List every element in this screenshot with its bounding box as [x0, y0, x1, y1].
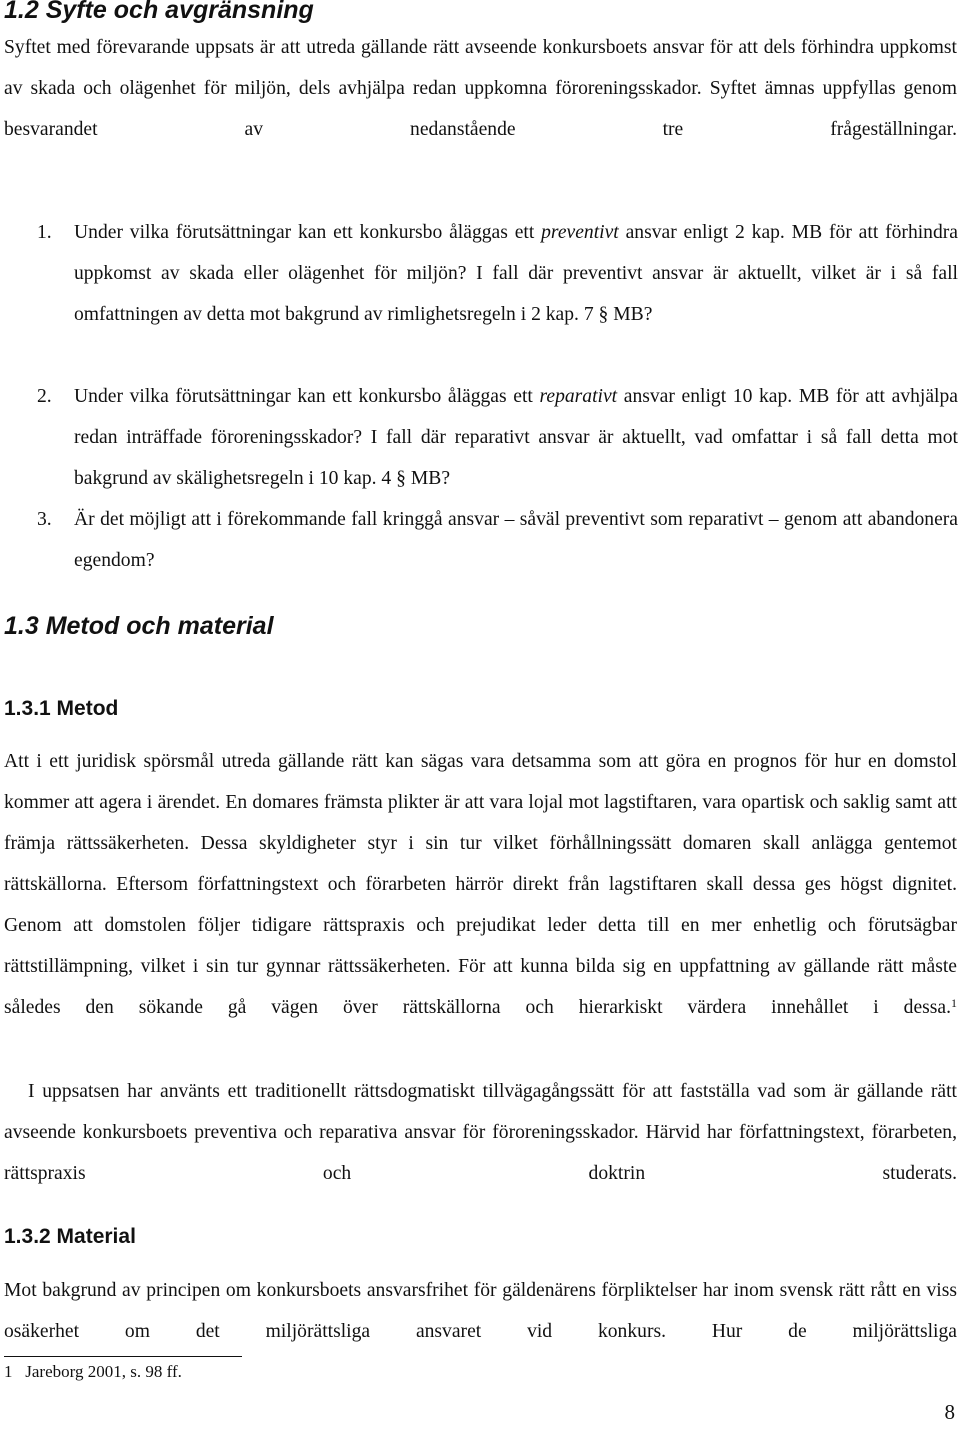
footnote-reference[interactable]: 1	[951, 996, 957, 1010]
list-number-1: 1.	[37, 222, 52, 243]
footnote-text: Jareborg 2001, s. 98 ff.	[25, 1362, 182, 1381]
question-2-text-a: Under vilka förutsättningar kan ett konkursbo åläggas ett	[74, 386, 540, 407]
method-paragraph-1	[4, 741, 957, 1069]
footnote-number: 1	[4, 1362, 13, 1381]
page-number: 8	[944, 1400, 955, 1424]
method-paragraph-2	[4, 1071, 957, 1235]
purpose-paragraph: Syftet med förevarande uppsats är att utreda gällande rätt avseende konkursboets ansvar för att dels förhindra uppkomst av skada och olägenhet för miljön, dels avhjälpa redan uppkomna föroreningsskador. Syftet ämnas uppfyllas genom besvarandet av nedanstående tre frågeställningar.	[4, 37, 957, 140]
method-paragraph-2-text: I uppsatsen har använts ett traditionellt rättsdogmatiskt tillvägagångssätt för att fastställa vad som är gällande rätt avseende konkursboets preventiva och reparativa ansvar för föroreningsskador. Härvid har författningstext, förarbeten, rättspraxis och doktrin studerats.	[4, 1081, 957, 1184]
question-3	[74, 499, 958, 581]
question-1-emphasis: preventivt	[541, 222, 619, 243]
question-2-text-b: ansvar enligt 10 kap. MB för att avhjälpa redan inträffade föroreningsskador? I fall där reparativt ansvar är aktuellt, vad omfattar i så fall detta mot bakgrund av skälighetsregeln i 10 kap. 4 § MB?	[74, 386, 958, 489]
section-heading-1-3-1: 1.3.1 Metod	[4, 697, 119, 720]
footnote	[4, 1362, 182, 1382]
question-1-text-b: ansvar enligt 2 kap. MB för att förhindra uppkomst av skada eller olägenhet för miljön? I fall där preventivt ansvar är aktuellt, vilket är i så fall omfattningen av detta mot bakgrund av rimlighetsregeln i 2 kap. 7 § MB?	[74, 222, 958, 325]
question-1-text-a: Under vilka förutsättningar kan ett konkursbo åläggas ett	[74, 222, 542, 243]
question-2	[74, 376, 958, 499]
section-heading-1-2: 1.2 Syfte och avgränsning	[4, 0, 314, 24]
list-number-3: 3.	[37, 509, 52, 530]
section-heading-1-3: 1.3 Metod och material	[4, 612, 274, 640]
question-2-emphasis: reparativt	[539, 386, 618, 407]
method-paragraph-1-text: Att i ett juridisk spörsmål utreda gällande rätt kan sägas vara detsamma som att göra en prognos för hur en domstol kommer att agera i ärendet. En domares främsta plikter är att vara lojal mot lagstiftaren, vara opartisk och saklig samt att främja rättssäkerheten. Dessa skyldigheter styr i sin tur vilket förhållningssätt domaren skall anlägga gentemot rättskällorna. Eftersom författningstext och förarbeten härrör direkt från lagstiftaren skall dessa ges högst dignitet. Genom att domstolen följer tidigare rättspraxis och prejudikat leder detta till en mer enhetlig och förutsägbar rättstillämpning, vilket i sin tur gynnar rättssäkerheten. För att kunna bilda sig en uppfattning av gällande rätt måste således den sökande gå vägen över rättskällorna och hierarkiskt värdera innehållet i dessa.	[4, 751, 957, 1018]
section-heading-1-3-2: 1.3.2 Material	[4, 1225, 136, 1248]
question-3-text: Är det möjligt att i förekommande fall kringgå ansvar – såväl preventivt som reparativt – genom att abandonera egendom?	[74, 509, 958, 571]
list-number-2: 2.	[37, 386, 52, 407]
question-1	[74, 212, 958, 335]
material-paragraph: Mot bakgrund av principen om konkursboets ansvarsfrihet för gäldenärens förpliktelser har inom svensk rätt rått en viss osäkerhet om det miljörättsliga ansvaret vid konkurs. Hur de miljörättsliga	[4, 1280, 957, 1342]
footnote-separator	[4, 1356, 242, 1357]
